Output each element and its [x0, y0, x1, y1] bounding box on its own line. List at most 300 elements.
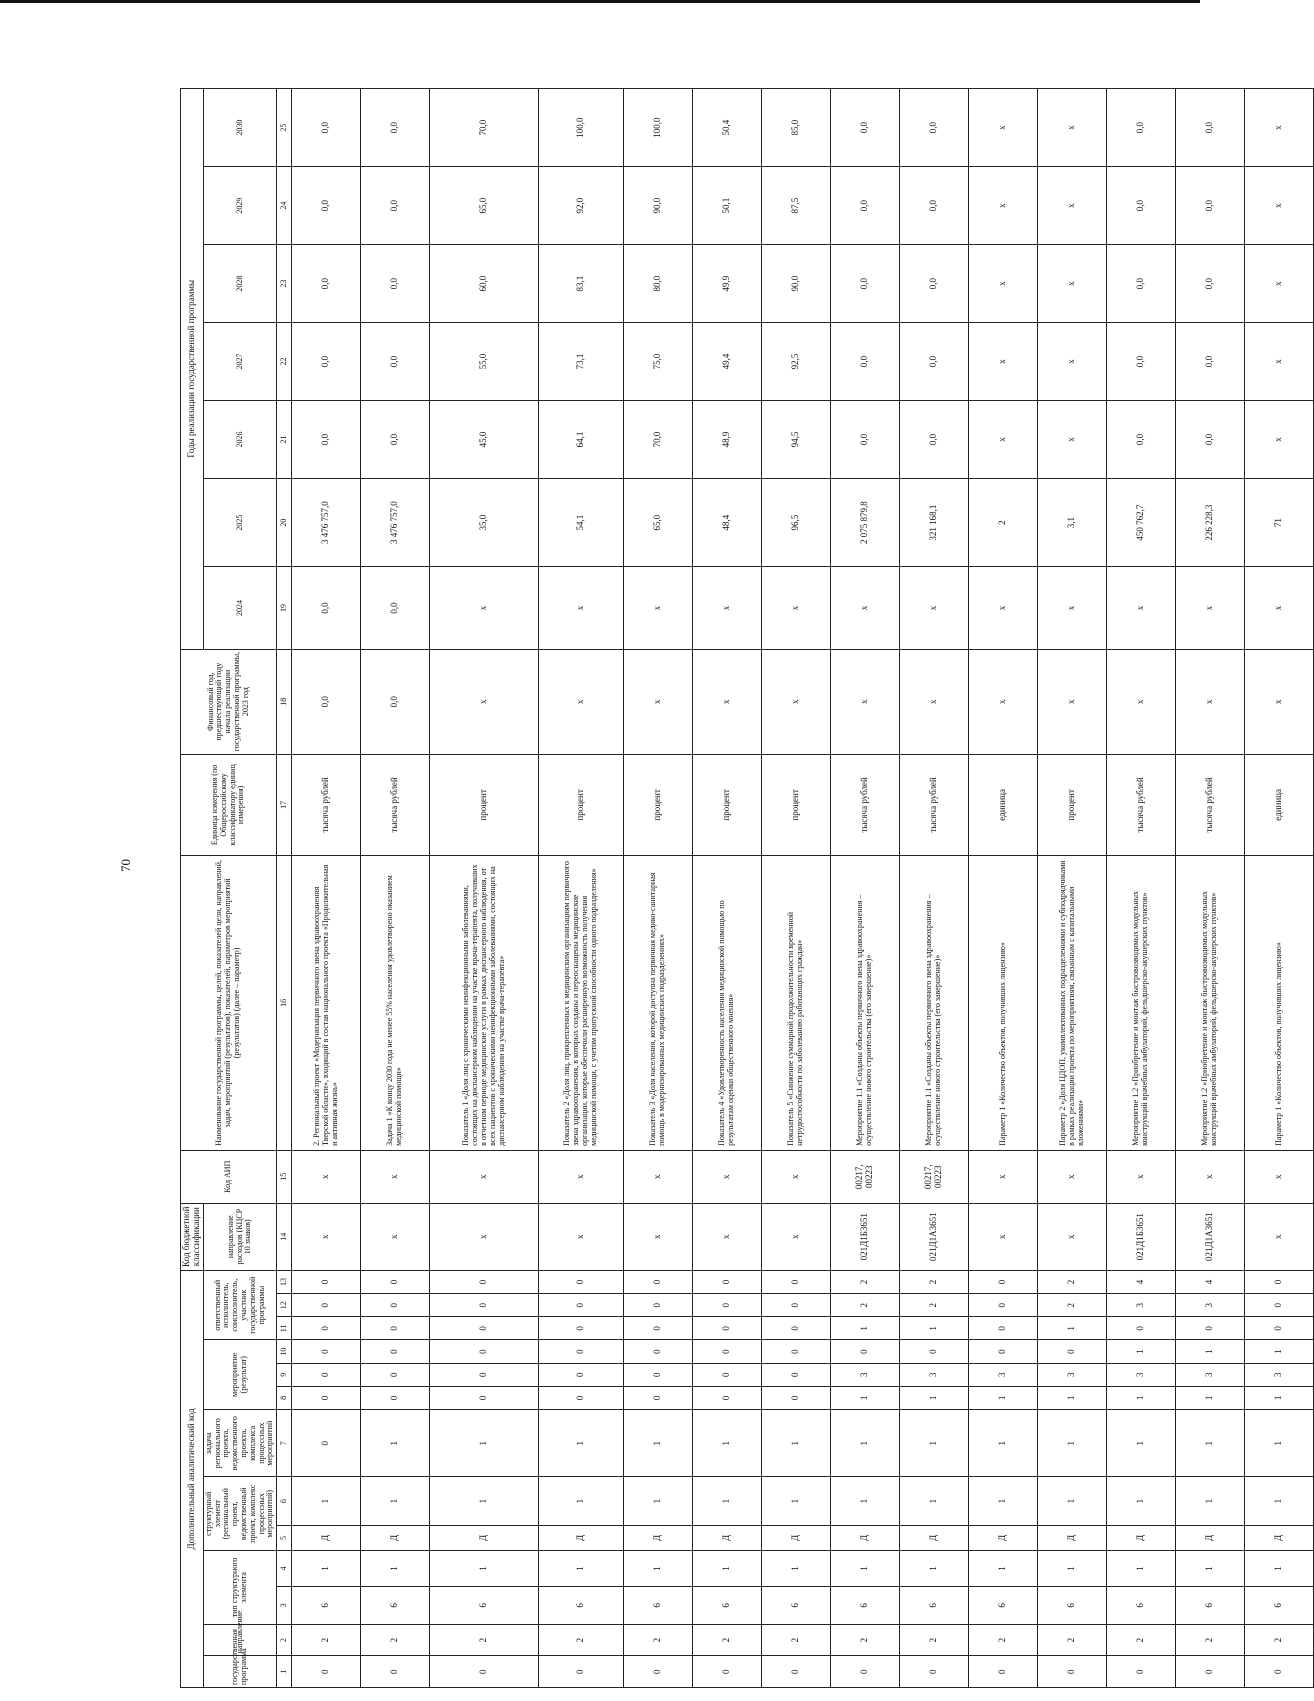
code-cell: 1 — [292, 1477, 361, 1525]
year-value-cell: 0,0 — [361, 89, 430, 167]
header-year-2024: 2024 — [203, 567, 276, 649]
year-value-cell: 0,0 — [361, 400, 430, 478]
code-cell: 2 — [1038, 1270, 1107, 1293]
code-cell: 0 — [539, 1656, 624, 1688]
year-value-cell: 60,0 — [430, 245, 539, 323]
year-value-cell: х — [1038, 245, 1107, 323]
code-cell: 0 — [1245, 1656, 1314, 1688]
code-cell: 1 — [831, 1551, 900, 1587]
year-value-cell: 2 075 879,8 — [831, 478, 900, 566]
col-num: 14 — [277, 1203, 292, 1270]
code-cell: 2 — [831, 1270, 900, 1293]
year-value-cell: 0,0 — [292, 400, 361, 478]
code-cell: 3 — [1107, 1294, 1176, 1317]
base-year-cell: х — [1038, 649, 1107, 754]
year-value-cell: 50,4 — [693, 89, 762, 167]
row-name-cell: Показатель 5 «Снижение суммарной продолжительности временной нетрудоспособности по заболеванию работающих граждан» — [762, 855, 831, 1150]
col-num: 21 — [277, 400, 292, 478]
col-num: 13 — [277, 1270, 292, 1293]
col-num: 12 — [277, 1294, 292, 1317]
code-cell: 0 — [430, 1656, 539, 1688]
col-num: 4 — [277, 1551, 292, 1587]
unit-cell: тысяча рублей — [1107, 754, 1176, 855]
year-value-cell: 0,0 — [1176, 245, 1245, 323]
code-cell: 0 — [292, 1294, 361, 1317]
code-cell: х — [292, 1150, 361, 1203]
code-cell: 0 — [624, 1363, 693, 1386]
page-number: 70 — [118, 859, 133, 872]
header-year-2028: 2028 — [203, 245, 276, 323]
year-value-cell: 92,0 — [539, 167, 624, 245]
year-value-cell: 3 476 757,0 — [361, 478, 430, 566]
year-value-cell: 450 762,7 — [1107, 478, 1176, 566]
year-value-cell: 0,0 — [1107, 89, 1176, 167]
year-value-cell: 0,0 — [292, 89, 361, 167]
code-cell: 6 — [1038, 1586, 1107, 1624]
code-cell: 1 — [1245, 1410, 1314, 1477]
code-cell: 1 — [539, 1477, 624, 1525]
code-cell: Д — [624, 1525, 693, 1550]
table-row — [539, 89, 624, 1688]
col-num: 17 — [277, 754, 292, 855]
year-value-cell: х — [762, 567, 831, 649]
code-cell: 0 — [969, 1294, 1038, 1317]
unit-cell: процент — [693, 754, 762, 855]
code-cell: 2 — [762, 1624, 831, 1656]
code-cell: Д — [1245, 1525, 1314, 1550]
header-tip: тип структурного элемента — [203, 1551, 276, 1625]
year-value-cell: 71 — [1245, 478, 1314, 566]
code-cell: 2 — [831, 1624, 900, 1656]
header-year-2025: 2025 — [203, 478, 276, 566]
code-cell: 1 — [969, 1477, 1038, 1525]
code-cell: 1 — [693, 1551, 762, 1587]
code-cell: 6 — [539, 1586, 624, 1624]
code-cell: х — [430, 1150, 539, 1203]
row-name-cell: Параметр 1 «Количество объектов, получивших лицензию» — [969, 855, 1038, 1150]
table-row — [292, 89, 361, 1688]
code-cell: 1 — [1245, 1551, 1314, 1587]
code-cell: 6 — [624, 1586, 693, 1624]
header-unit: Единица измерения (по Общероссийскому классификатору единиц измерения) — [181, 754, 277, 855]
code-cell: Д — [539, 1525, 624, 1550]
code-cell: 6 — [430, 1586, 539, 1624]
code-cell: 0 — [430, 1270, 539, 1293]
col-num: 5 — [277, 1525, 292, 1550]
code-cell: 0 — [292, 1317, 361, 1340]
header-isp: ответственный исполнитель, соисполнитель, участник государственной программы — [203, 1270, 276, 1340]
table-row — [969, 89, 1038, 1688]
code-cell: 0 — [831, 1656, 900, 1688]
header-name: Наименование государственной программы, целей, показателей цели, направлений, задач, мероприятий (результатов), показателей, параметров мероприятий (результатов) (далее – параметр) — [181, 855, 277, 1150]
code-cell: 1 — [624, 1410, 693, 1477]
code-cell: 0 — [831, 1340, 900, 1363]
year-value-cell: х — [969, 245, 1038, 323]
code-cell: 1 — [1176, 1386, 1245, 1409]
base-year-cell: х — [539, 649, 624, 754]
year-value-cell: 0,0 — [292, 167, 361, 245]
code-cell: 0 — [1107, 1317, 1176, 1340]
code-cell: 0 — [762, 1363, 831, 1386]
code-cell: 00217, 00223 — [900, 1150, 969, 1203]
year-value-cell: 0,0 — [1107, 400, 1176, 478]
code-cell: 0 — [292, 1270, 361, 1293]
year-value-cell: 0,0 — [361, 323, 430, 401]
year-value-cell: 92,5 — [762, 323, 831, 401]
code-cell: 1 — [1245, 1340, 1314, 1363]
year-value-cell: х — [969, 167, 1038, 245]
code-cell: 1 — [969, 1551, 1038, 1587]
year-value-cell: 55,0 — [430, 323, 539, 401]
year-value-cell: 65,0 — [430, 167, 539, 245]
year-value-cell: 90,0 — [762, 245, 831, 323]
code-cell: 0 — [762, 1317, 831, 1340]
base-year-cell: х — [831, 649, 900, 754]
code-cell: 1 — [1107, 1477, 1176, 1525]
code-cell: 0 — [693, 1363, 762, 1386]
base-year-cell: х — [762, 649, 831, 754]
year-value-cell: 80,0 — [624, 245, 693, 323]
code-cell: 2 — [361, 1624, 430, 1656]
table-row — [1038, 89, 1107, 1688]
row-name-cell: Мероприятие 1.1 «Созданы объекты первичного звена здравоохранения – осуществление нового строительства (его завершение)» — [831, 855, 900, 1150]
year-value-cell: 0,0 — [361, 245, 430, 323]
code-cell: 0 — [762, 1340, 831, 1363]
year-value-cell: 0,0 — [831, 89, 900, 167]
code-cell: Д — [430, 1525, 539, 1550]
header-gp: государственная программа — [203, 1656, 276, 1688]
year-value-cell: х — [1245, 89, 1314, 167]
col-num: 24 — [277, 167, 292, 245]
code-cell: х — [361, 1150, 430, 1203]
code-cell: 1 — [1038, 1551, 1107, 1587]
code-cell: 0 — [1107, 1656, 1176, 1688]
year-value-cell: 0,0 — [1107, 323, 1176, 401]
year-value-cell: 73,1 — [539, 323, 624, 401]
header-year-2027: 2027 — [203, 323, 276, 401]
base-year-cell: х — [969, 649, 1038, 754]
code-cell: 6 — [1245, 1586, 1314, 1624]
code-cell: 0 — [1245, 1270, 1314, 1293]
code-cell: 1 — [1176, 1410, 1245, 1477]
code-cell: х — [292, 1203, 361, 1270]
year-value-cell: 0,0 — [1176, 323, 1245, 401]
code-cell: 3 — [969, 1363, 1038, 1386]
col-num: 3 — [277, 1586, 292, 1624]
code-cell: 1 — [831, 1477, 900, 1525]
code-cell: 6 — [900, 1586, 969, 1624]
code-cell: 0 — [693, 1294, 762, 1317]
year-value-cell: х — [1245, 567, 1314, 649]
year-value-cell: 3 476 757,0 — [292, 478, 361, 566]
year-value-cell: х — [969, 89, 1038, 167]
code-cell: 2 — [292, 1624, 361, 1656]
code-cell: 2 — [430, 1624, 539, 1656]
code-cell: 0 — [539, 1386, 624, 1409]
code-cell: 6 — [693, 1586, 762, 1624]
code-cell: 2 — [1176, 1624, 1245, 1656]
unit-cell: тысяча рублей — [361, 754, 430, 855]
row-name-cell: Задача 1 «К концу 2030 года не менее 55% населения удовлетворено оказанием медицинской помощи» — [361, 855, 430, 1150]
code-cell: 0 — [624, 1340, 693, 1363]
col-num: 19 — [277, 567, 292, 649]
year-value-cell: 54,1 — [539, 478, 624, 566]
header-year-2026: 2026 — [203, 400, 276, 478]
code-cell: 1 — [693, 1410, 762, 1477]
code-cell: х — [539, 1150, 624, 1203]
code-cell: х — [1176, 1150, 1245, 1203]
year-value-cell: 49,4 — [693, 323, 762, 401]
year-value-cell: 0,0 — [292, 567, 361, 649]
code-cell: 0 — [292, 1656, 361, 1688]
code-cell: 4 — [1107, 1270, 1176, 1293]
code-cell: х — [539, 1203, 624, 1270]
code-cell: 2 — [900, 1270, 969, 1293]
base-year-cell: х — [624, 649, 693, 754]
code-cell: Д — [693, 1525, 762, 1550]
code-cell: 1 — [361, 1477, 430, 1525]
code-cell: х — [762, 1150, 831, 1203]
code-cell: 0 — [624, 1294, 693, 1317]
code-cell: 0 — [624, 1317, 693, 1340]
code-cell: х — [1245, 1203, 1314, 1270]
code-cell: 0 — [969, 1656, 1038, 1688]
code-cell: 2 — [693, 1624, 762, 1656]
base-year-cell: х — [1245, 649, 1314, 754]
year-value-cell: 48,4 — [693, 478, 762, 566]
code-cell: х — [969, 1203, 1038, 1270]
row-name-cell: 2. Региональный проект «Модернизация первичного звена здравоохранения Тверской области», входящий в состав национального проекта «Продолжительная и активная жизнь» — [292, 855, 361, 1150]
code-cell: Д — [969, 1525, 1038, 1550]
code-cell: 1 — [831, 1317, 900, 1340]
code-cell: 6 — [361, 1586, 430, 1624]
code-cell: 2 — [1245, 1624, 1314, 1656]
year-value-cell: 50,1 — [693, 167, 762, 245]
row-name-cell: Мероприятие 1.2 «Приобретение и монтаж быстровозводимых модульных конструкций врачебных амбулаторий, фельдшерско-акушерских пунктов» — [1107, 855, 1176, 1150]
year-value-cell: 0,0 — [900, 89, 969, 167]
code-cell: 1 — [1038, 1386, 1107, 1409]
col-num: 25 — [277, 89, 292, 167]
year-value-cell: 0,0 — [900, 400, 969, 478]
table-row — [900, 89, 969, 1688]
code-cell: 1 — [1107, 1386, 1176, 1409]
year-value-cell: х — [1038, 89, 1107, 167]
code-cell: 2 — [1107, 1624, 1176, 1656]
year-value-cell: х — [969, 323, 1038, 401]
year-value-cell: х — [1176, 567, 1245, 649]
code-cell: х — [1038, 1203, 1107, 1270]
unit-cell: тысяча рублей — [831, 754, 900, 855]
code-cell: 1 — [361, 1410, 430, 1477]
code-cell: 1 — [1038, 1477, 1107, 1525]
code-cell: х — [762, 1203, 831, 1270]
code-cell: 1 — [430, 1410, 539, 1477]
program-table — [180, 88, 1314, 1688]
code-cell: 1 — [1107, 1340, 1176, 1363]
landscape-page — [180, 88, 1284, 1688]
code-cell: 3 — [1176, 1363, 1245, 1386]
code-cell: 3 — [831, 1363, 900, 1386]
table-row — [361, 89, 430, 1688]
code-cell: 0 — [292, 1340, 361, 1363]
code-cell: 3 — [1245, 1363, 1314, 1386]
code-cell: 0 — [762, 1386, 831, 1409]
code-cell: х — [693, 1150, 762, 1203]
year-value-cell: х — [539, 567, 624, 649]
code-cell: 2 — [624, 1624, 693, 1656]
year-value-cell: 321 168,1 — [900, 478, 969, 566]
row-name-cell: Показатель 2 «Доля лиц, прикрепленных к медицинским организациям первичного звена здравоохранения, в которых созданы и переоснащены медицинские организации, которые обеспечили расширенную возможность получения медицинской помощи, с учетом пропускной способности одного подразделения» — [539, 855, 624, 1150]
year-value-cell: 0,0 — [900, 167, 969, 245]
code-cell: 021Д1Б3651 — [1107, 1203, 1176, 1270]
table-row — [831, 89, 900, 1688]
year-value-cell: 0,0 — [1176, 400, 1245, 478]
code-cell: 021Д1Б3651 — [831, 1203, 900, 1270]
row-name-cell: Мероприятие 1.2 «Приобретение и монтаж быстровозводимых модульных конструкций врачебных амбулаторий, фельдшерско-акушерских пунктов» — [1176, 855, 1245, 1150]
table-row — [1107, 89, 1176, 1688]
code-cell: 0 — [1038, 1656, 1107, 1688]
year-value-cell: 0,0 — [831, 245, 900, 323]
code-cell: 0 — [762, 1656, 831, 1688]
col-num: 6 — [277, 1477, 292, 1525]
table-row — [762, 89, 831, 1688]
code-cell: х — [693, 1203, 762, 1270]
unit-cell: процент — [762, 754, 831, 855]
code-cell: 1 — [292, 1551, 361, 1587]
code-cell: 6 — [831, 1586, 900, 1624]
code-cell: 0 — [1176, 1656, 1245, 1688]
col-num: 23 — [277, 245, 292, 323]
code-cell: 1 — [900, 1551, 969, 1587]
code-cell: Д — [762, 1525, 831, 1550]
code-cell: 1 — [969, 1386, 1038, 1409]
code-cell: 0 — [430, 1340, 539, 1363]
year-value-cell: 48,9 — [693, 400, 762, 478]
year-value-cell: 0,0 — [1107, 167, 1176, 245]
code-cell: 2 — [900, 1624, 969, 1656]
year-value-cell: 87,5 — [762, 167, 831, 245]
code-cell: х — [361, 1203, 430, 1270]
header-year-2030: 2030 — [203, 89, 276, 167]
year-value-cell: х — [969, 567, 1038, 649]
row-name-cell: Мероприятие 1.1 «Созданы объекты первичного звена здравоохранения – осуществление нового строительства (его завершение)» — [900, 855, 969, 1150]
year-value-cell: 90,0 — [624, 167, 693, 245]
year-value-cell: 0,0 — [361, 567, 430, 649]
row-name-cell: Показатель 1 «Доля лиц с хроническими неинфекционными заболеваниями, состоящих на диспансерном наблюдении на участке врача-терапевта, получивших в отчетном периоде медицинские услуги в рамках диспансерного наблюдения, от всех пациентов с хроническими неинфекционными заболеваниями, состоящих на диспансерном наблюдении на участке врача-терапевта» — [430, 855, 539, 1150]
year-value-cell: х — [1245, 323, 1314, 401]
code-cell: 0 — [539, 1294, 624, 1317]
code-cell: 1 — [1176, 1477, 1245, 1525]
code-cell: 0 — [1038, 1340, 1107, 1363]
unit-cell: процент — [430, 754, 539, 855]
col-num: 9 — [277, 1363, 292, 1386]
code-cell: х — [1245, 1150, 1314, 1203]
code-cell: 0 — [762, 1270, 831, 1293]
year-value-cell: 0,0 — [292, 245, 361, 323]
code-cell: Д — [1176, 1525, 1245, 1550]
code-cell: 2 — [831, 1294, 900, 1317]
year-value-cell: х — [430, 567, 539, 649]
code-cell: 6 — [969, 1586, 1038, 1624]
page-top-border — [0, 0, 1200, 3]
code-cell: 6 — [1107, 1586, 1176, 1624]
code-cell: 1 — [831, 1410, 900, 1477]
year-value-cell: 64,1 — [539, 400, 624, 478]
code-cell: 0 — [969, 1340, 1038, 1363]
code-cell: 0 — [1176, 1317, 1245, 1340]
code-cell: 1 — [693, 1477, 762, 1525]
code-cell: 0 — [693, 1270, 762, 1293]
code-cell: Д — [292, 1525, 361, 1550]
code-cell: 0 — [292, 1386, 361, 1409]
year-value-cell: х — [1107, 567, 1176, 649]
col-num: 20 — [277, 478, 292, 566]
code-cell: 0 — [292, 1410, 361, 1477]
year-value-cell: х — [1245, 245, 1314, 323]
code-cell: 1 — [900, 1386, 969, 1409]
year-value-cell: 3,1 — [1038, 478, 1107, 566]
table-row — [1245, 89, 1314, 1688]
year-value-cell: х — [1245, 167, 1314, 245]
code-cell: 1 — [1038, 1410, 1107, 1477]
code-cell: 0 — [693, 1656, 762, 1688]
code-cell: 0 — [539, 1340, 624, 1363]
code-cell: 4 — [1176, 1270, 1245, 1293]
code-cell: 1 — [1107, 1551, 1176, 1587]
col-num: 11 — [277, 1317, 292, 1340]
unit-cell: процент — [539, 754, 624, 855]
code-cell: х — [624, 1203, 693, 1270]
code-cell: 0 — [624, 1656, 693, 1688]
code-cell: 0 — [969, 1317, 1038, 1340]
code-cell: 1 — [1245, 1477, 1314, 1525]
code-cell: 0 — [969, 1270, 1038, 1293]
year-value-cell: х — [624, 567, 693, 649]
code-cell: 1 — [539, 1410, 624, 1477]
year-value-cell: 2 — [969, 478, 1038, 566]
year-value-cell: х — [693, 567, 762, 649]
year-value-cell: 45,0 — [430, 400, 539, 478]
code-cell: 3 — [1176, 1294, 1245, 1317]
year-value-cell: 100,0 — [539, 89, 624, 167]
year-value-cell: х — [831, 567, 900, 649]
code-cell: 0 — [430, 1386, 539, 1409]
table-row — [624, 89, 693, 1688]
base-year-cell: х — [430, 649, 539, 754]
base-year-cell: х — [900, 649, 969, 754]
code-cell: 0 — [361, 1270, 430, 1293]
year-value-cell: 49,9 — [693, 245, 762, 323]
code-cell: 0 — [693, 1317, 762, 1340]
code-cell: 2 — [900, 1294, 969, 1317]
year-value-cell: 70,0 — [430, 89, 539, 167]
base-year-cell: х — [1107, 649, 1176, 754]
code-cell: 1 — [969, 1410, 1038, 1477]
year-value-cell: х — [900, 567, 969, 649]
code-cell: Д — [1038, 1525, 1107, 1550]
code-cell: 1 — [1038, 1317, 1107, 1340]
code-cell: 0 — [430, 1317, 539, 1340]
column-number-row — [277, 89, 292, 1688]
code-cell: 1 — [1107, 1410, 1176, 1477]
code-cell: 0 — [361, 1294, 430, 1317]
year-value-cell: х — [969, 400, 1038, 478]
code-cell: 0 — [361, 1317, 430, 1340]
header-base-year: Финансовый год, предшествующий году начала реализации государственной программы, 2023 год — [181, 649, 277, 754]
year-value-cell: 0,0 — [292, 323, 361, 401]
header-year-2029: 2029 — [203, 167, 276, 245]
header-napr: направление — [203, 1624, 276, 1656]
